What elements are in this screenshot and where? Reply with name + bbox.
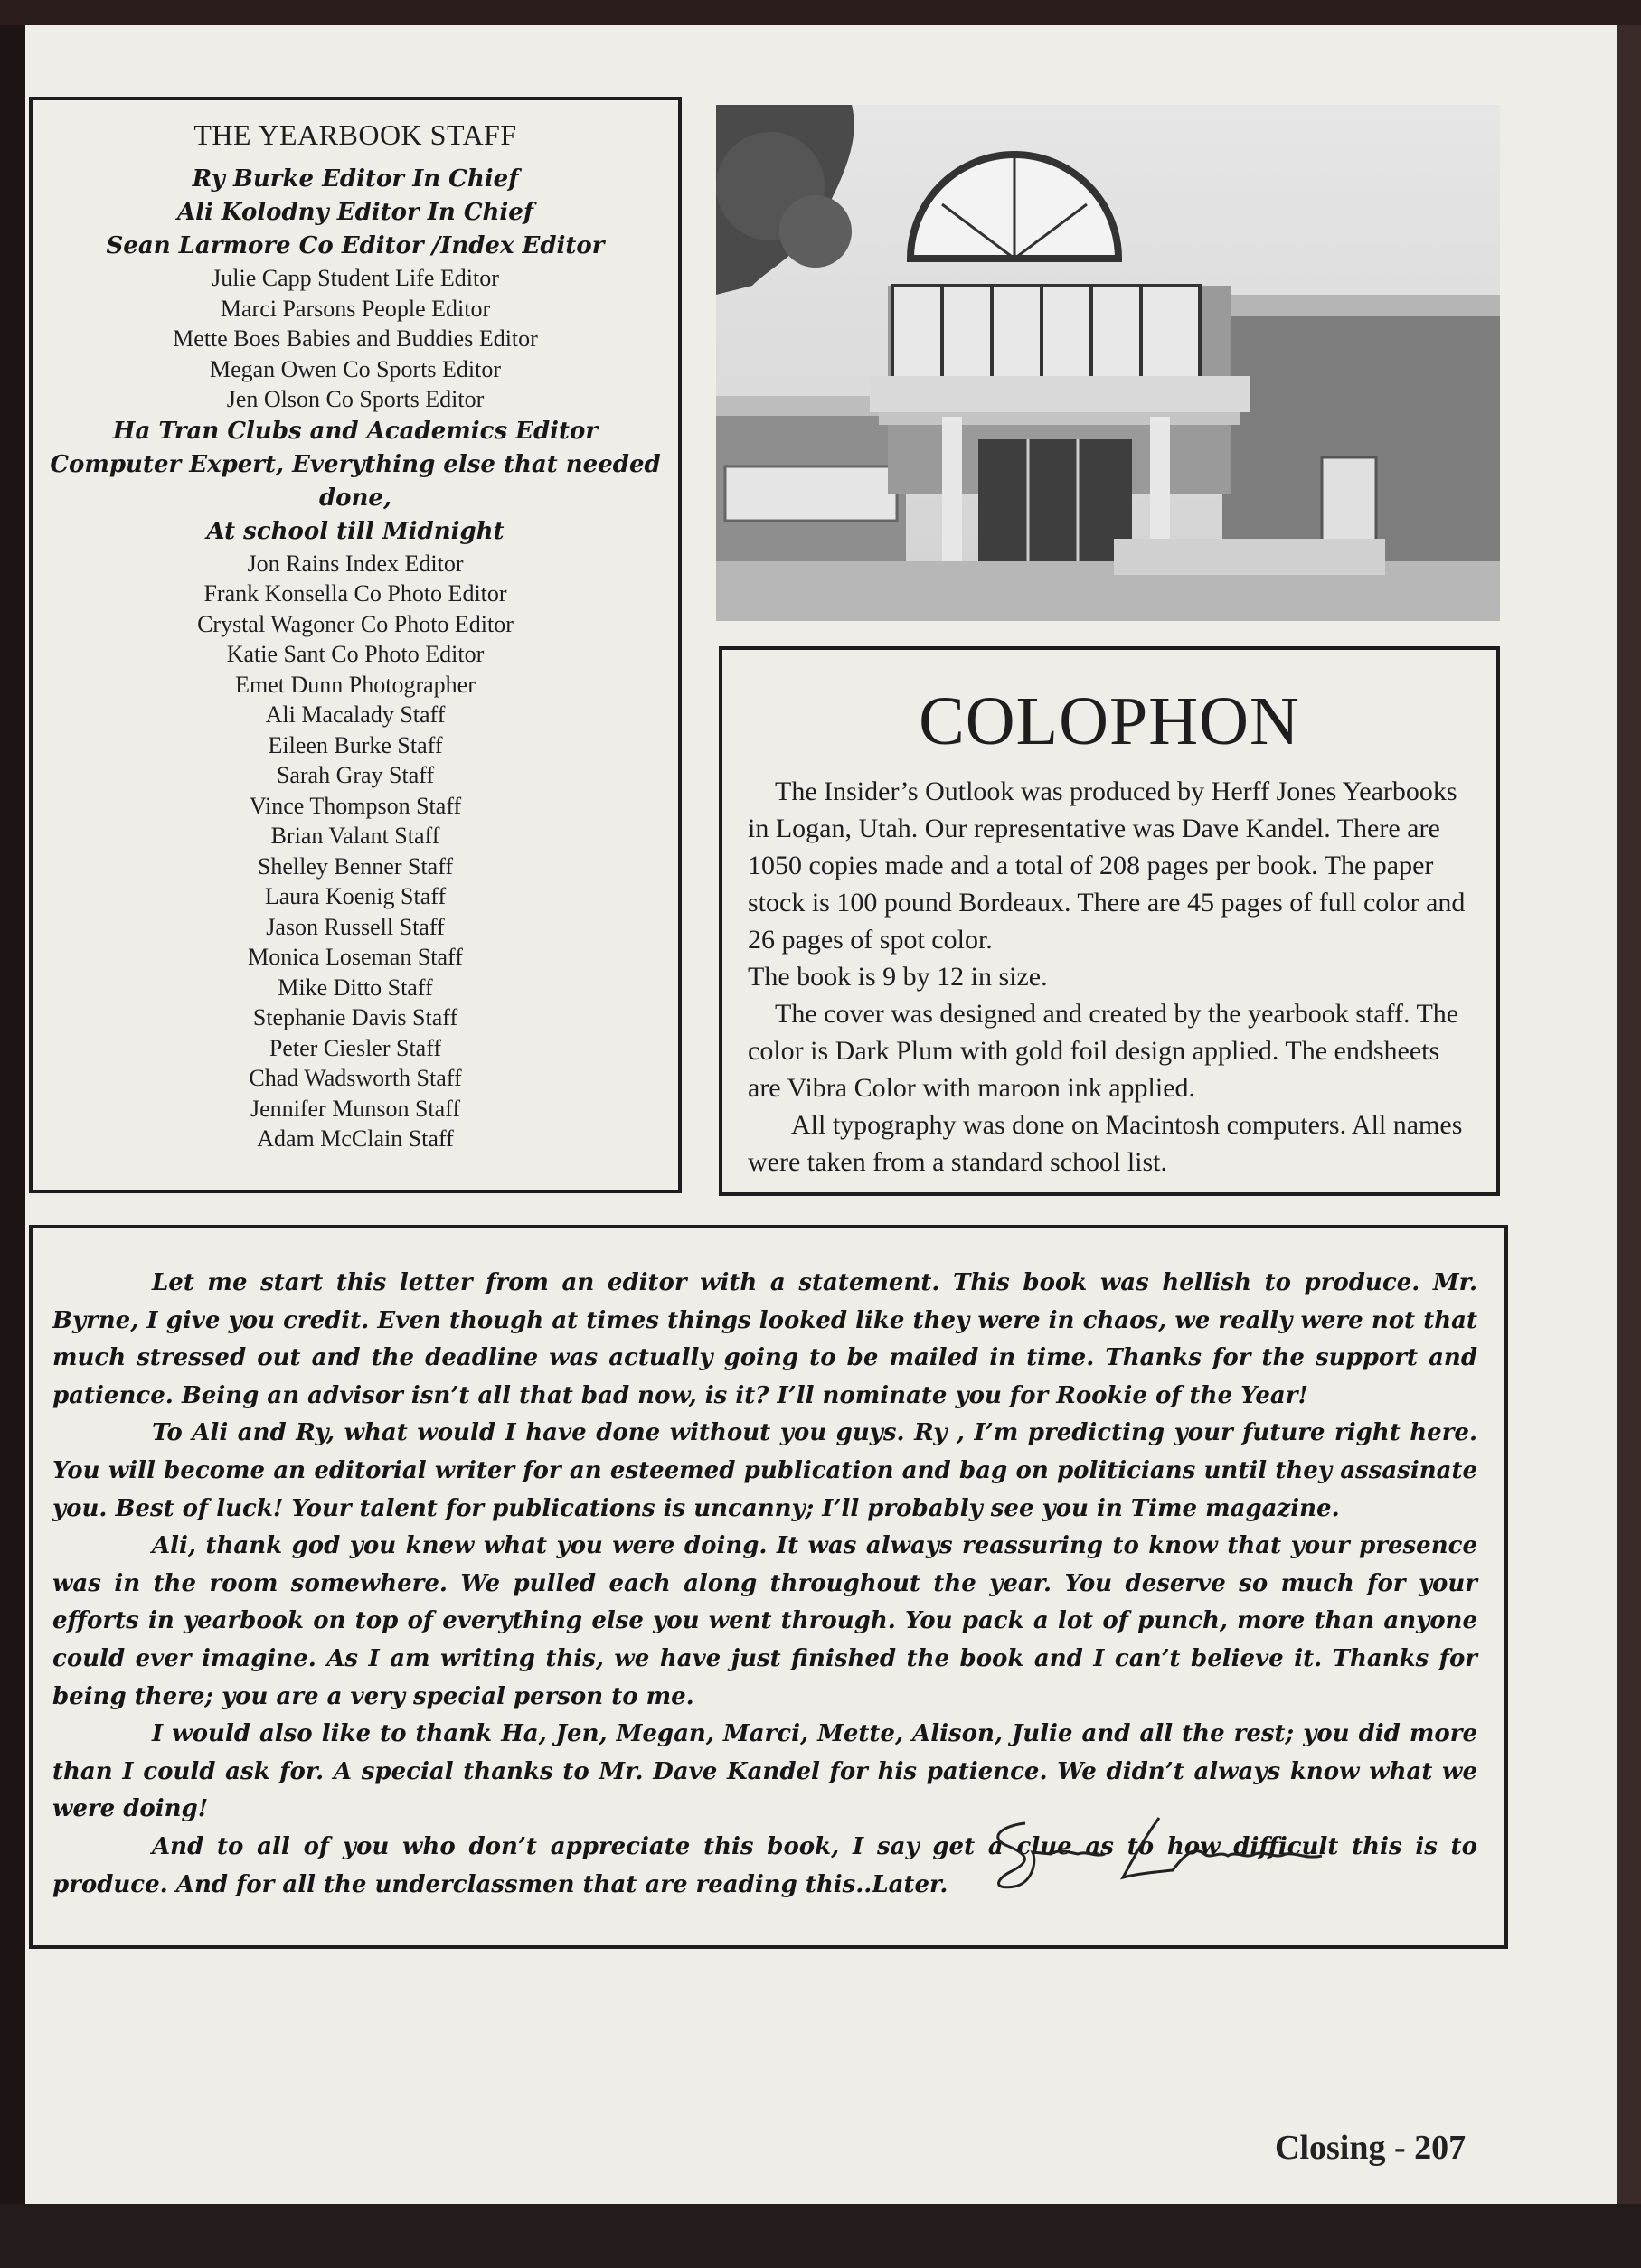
school-building-photo [716, 105, 1500, 621]
staff-member: Stephanie Davis Staff [252, 1004, 458, 1030]
staff-member: Eileen Burke Staff [268, 731, 443, 758]
letter-paragraph: To Ali and Ry, what would I have done without you guys. Ry , I’m predicting your future right here. You will become an editorial writer for an esteemed publication and bag on politicians until they assasinate you. Best of luck! Your talent for publications is uncanny; I’ll probably see you in Time magazine. [52, 1419, 1477, 1522]
yearbook-page [25, 25, 1617, 2204]
editor-letter [29, 1225, 1508, 1949]
staff-member: Computer Expert, Everything else that needed done, [50, 450, 661, 512]
staff-member: Brian Valant Staff [270, 823, 440, 849]
staff-member: Jen Olson Co Sports Editor [226, 386, 485, 412]
letter-paragraph: And to all of you who don’t appreciate this book, I say get a clue as to how difficult this is to produce. And for all the underclassmen that are reading this..Later. [52, 1832, 1477, 1898]
staff-member: Ha Tran Clubs and Academics Editor [112, 417, 599, 445]
staff-title: THE YEARBOOK STAFF [193, 118, 517, 151]
staff-list [33, 163, 678, 1154]
staff-member: At school till Midnight [206, 517, 505, 545]
staff-member: Laura Koenig Staff [264, 883, 447, 909]
staff-member: Sarah Gray Staff [276, 762, 435, 788]
staff-member: Frank Konsella Co Photo Editor [203, 580, 507, 607]
staff-member: Jennifer Munson Staff [250, 1095, 461, 1122]
colophon-paragraph: All typography was done on Macintosh computers. All names were taken from a standard school list. [748, 1110, 1463, 1177]
colophon-paragraph: The Insider’s Outlook was produced by Herff Jones Yearbooks in Logan, Utah. Our representative was Dave Kandel. There are 1050 copies made and a total of 208 pages per book. The paper stock is 100 pound Bordeaux. There are 45 pages of full color and 26 pages of spot color. [748, 776, 1466, 955]
staff-member: Julie Capp Student Life Editor [212, 265, 499, 291]
staff-member: Chad Wadsworth Staff [249, 1065, 462, 1091]
top-edge [0, 0, 1641, 25]
staff-member: Ry Burke Editor In Chief [192, 165, 519, 193]
staff-member: Marci Parsons People Editor [220, 295, 491, 322]
staff-member: Peter Ciesler Staff [269, 1034, 442, 1061]
staff-member: Jason Russell Staff [266, 913, 445, 940]
colophon-paragraph: The book is 9 by 12 in size. [748, 962, 1048, 992]
staff-member: Mette Boes Babies and Buddies Editor [173, 325, 538, 352]
staff-member: Jon Rains Index Editor [247, 550, 464, 577]
staff-member: Mike Ditto Staff [278, 974, 433, 1001]
staff-member: Vince Thompson Staff [249, 792, 462, 819]
bottom-edge [0, 2204, 1641, 2268]
staff-member: Sean Larmore Co Editor /Index Editor [106, 232, 605, 259]
staff-member: Katie Sant Co Photo Editor [226, 641, 485, 667]
colophon-body [722, 773, 1496, 1181]
binding-edge [0, 0, 25, 2268]
staff-member: Emet Dunn Photographer [235, 671, 476, 698]
colophon-title: COLOPHON [919, 683, 1300, 759]
page-number: Closing - 207 [1275, 2129, 1467, 2167]
staff-member: Shelley Benner Staff [257, 852, 454, 880]
staff-member: Monica Loseman Staff [248, 944, 463, 970]
staff-member: Adam McClain Staff [257, 1125, 454, 1152]
staff-member: Crystal Wagoner Co Photo Editor [197, 610, 514, 637]
letter-paragraph: Ali, thank god you knew what you were doing. It was always reassuring to know that your presence was in the room somewhere. We pulled each along throughout the year. You deserve so much for your efforts in yearbook on top of everything else you went through. You pack a lot of punch, more than anyone could ever imagine. As I am writing this, we have just finished the book and I can’t believe it. Thanks for being there; you are a very special person to me. [52, 1532, 1477, 1710]
colophon-paragraph: The cover was designed and created by the yearbook staff. The color is Dark Plum with gold foil design applied. The endsheets are Vibra Color with maroon ink applied. [748, 999, 1459, 1103]
staff-member: Megan Owen Co Sports Editor [209, 355, 502, 382]
letter-paragraph: Let me start this letter from an editor with a statement. This book was hellish to produce. Mr. Byrne, I give you credit. Even though at times things looked like they were in chaos, we really were not that much stressed out and the deadline was actually going to be mailed in time. Thanks for the support and patience. Being an advisor isn’t all that bad now, is it? I’ll nominate you for Rookie of the Year! [52, 1269, 1477, 1409]
signature [978, 1807, 1340, 1897]
staff-member: Ali Macalady Staff [265, 701, 446, 728]
letter-paragraph: I would also like to thank Ha, Jen, Megan, Marci, Mette, Alison, Julie and all the rest; you did more than I could ask for. A special thanks to Mr. Dave Kandel for his patience. We didn’t always know what we were doing! [52, 1720, 1477, 1823]
staff-box [29, 97, 682, 1193]
colophon-box [719, 646, 1500, 1196]
staff-member: Ali Kolodny Editor In Chief [176, 199, 534, 226]
